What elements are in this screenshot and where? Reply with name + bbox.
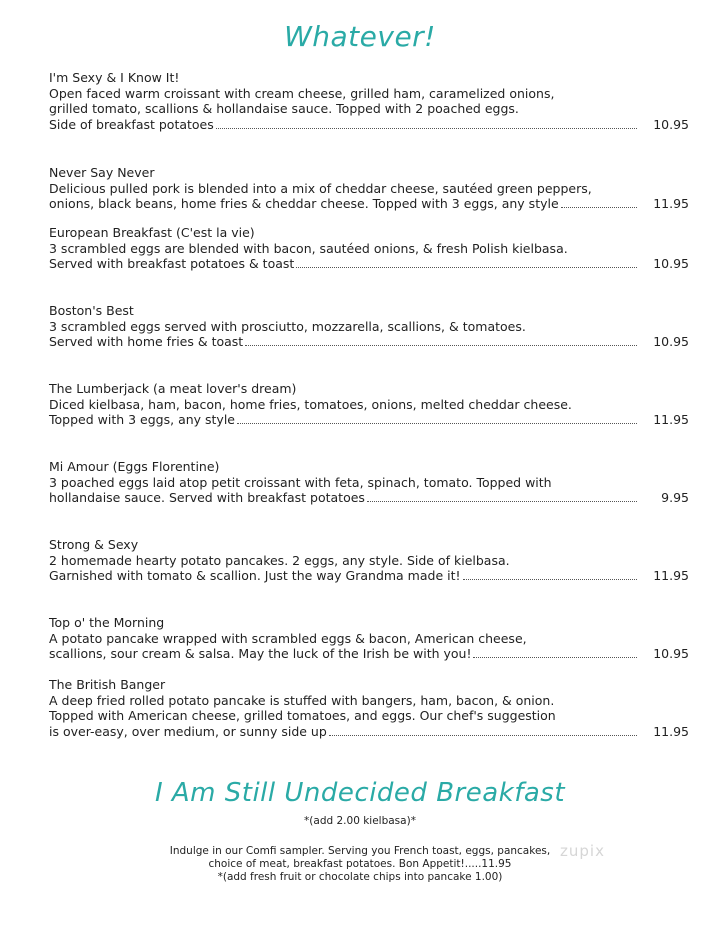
menu-item [49,165,689,212]
menu-item-description: hollandaise sauce. Served with breakfast potatoes [49,490,365,505]
menu-item-description: Served with breakfast potatoes & toast [49,256,295,271]
menu-item-price-line [49,412,689,428]
menu-item [49,615,689,662]
menu-item-name: Strong & Sexy [49,537,139,552]
menu-item-description: 3 scrambled eggs are blended with bacon, sautéed onions, & fresh Polish kielbasa. [49,240,568,256]
dot-leader [245,345,637,346]
menu-item-price-line [49,334,689,350]
menu-item-name: Mi Amour (Eggs Florentine) [49,459,220,474]
dot-leader [216,128,637,129]
menu-item [49,459,689,506]
menu-item-price-line [49,724,689,740]
menu-item-name: Top o' the Morning [49,615,165,630]
menu-item-name: Never Say Never [49,165,155,180]
menu-item-description: A deep fried rolled potato pancake is stuffed with bangers, ham, bacon, & onion. [49,692,555,708]
menu-item-description: Open faced warm croissant with cream cheese, grilled ham, caramelized onions, [49,85,555,101]
menu-item-price-line [49,256,689,272]
dot-leader [329,735,637,736]
menu-item-price: 11.95 [653,568,689,583]
menu-item-name: Boston's Best [49,303,134,318]
sampler-description-1: Indulge in our Comfi sampler. Serving you French toast, eggs, pancakes, [169,845,551,857]
menu-item-price: 10.95 [653,116,689,132]
menu-item-price: 10.95 [653,646,689,661]
menu-item-description: grilled tomato, scallions & hollandaise sauce. Topped with 2 poached eggs. [49,101,519,116]
menu-item-description: Served with home fries & toast [49,334,244,349]
menu-item-price-line [49,196,689,212]
menu-item-description: Topped with 3 eggs, any style [49,412,235,427]
menu-item-description: Topped with American cheese, grilled tomatoes, and eggs. Our chef's suggestion [49,708,556,723]
watermark-logo: zupix [560,842,605,860]
dot-leader [237,423,637,424]
menu-item-price: 11.95 [653,723,689,739]
menu-item-description: Diced kielbasa, ham, bacon, home fries, tomatoes, onions, melted cheddar cheese. [49,396,572,412]
menu-item-description: 3 poached eggs laid atop petit croissant with feta, spinach, tomato. Topped with [49,474,552,490]
menu-item-name: The Lumberjack (a meat lover's dream) [49,381,297,396]
undecided-title: I Am Still Undecided Breakfast [154,778,566,808]
dot-leader [473,657,637,658]
menu-item-name: The British Banger [49,677,166,692]
kielbasa-note: *(add 2.00 kielbasa)* [304,815,416,827]
menu-item [49,381,689,428]
menu-item-description: onions, black beans, home fries & cheddar cheese. Topped with 3 eggs, any style [49,196,559,211]
menu-item [49,225,689,272]
dot-leader [296,267,637,268]
menu-item [49,303,689,350]
menu-item-description: is over-easy, over medium, or sunny side up [49,723,327,739]
menu-item-description: A potato pancake wrapped with scrambled eggs & bacon, American cheese, [49,630,527,646]
menu-item-price-line [49,490,689,506]
dot-leader [367,501,637,502]
sampler-description-2: choice of meat, breakfast potatoes. Bon Appetit!.....11.95 [208,858,512,870]
dot-leader [561,207,637,208]
menu-title: Whatever! [284,20,436,53]
menu-item-name: European Breakfast (C'est la vie) [49,225,255,240]
menu-item [49,537,689,584]
menu-item-price: 11.95 [653,196,689,211]
menu-item [49,70,689,132]
menu-item-price: 10.95 [653,256,689,271]
menu-item-price: 10.95 [653,334,689,349]
menu-item-description: 3 scrambled eggs served with prosciutto, mozzarella, scallions, & tomatoes. [49,318,526,334]
menu-item-price-line [49,568,689,584]
pancake-addon-note: *(add fresh fruit or chocolate chips into pancake 1.00) [217,871,503,883]
menu-item-price: 11.95 [653,412,689,427]
menu-item-description: Side of breakfast potatoes [49,116,214,132]
menu-item-description: 2 homemade hearty potato pancakes. 2 eggs, any style. Side of kielbasa. [49,552,510,568]
menu-item-price-line [49,646,689,662]
menu-item-name: I'm Sexy & I Know It! [49,70,180,85]
menu-item-description: Garnished with tomato & scallion. Just the way Grandma made it! [49,568,461,583]
menu-item-price: 9.95 [661,490,689,505]
menu-item-price-line [49,117,689,133]
menu-item [49,677,689,739]
menu-item-description: scallions, sour cream & salsa. May the luck of the Irish be with you! [49,646,472,661]
dot-leader [463,579,637,580]
menu-item-description: Delicious pulled pork is blended into a mix of cheddar cheese, sautéed green peppers, [49,180,592,196]
